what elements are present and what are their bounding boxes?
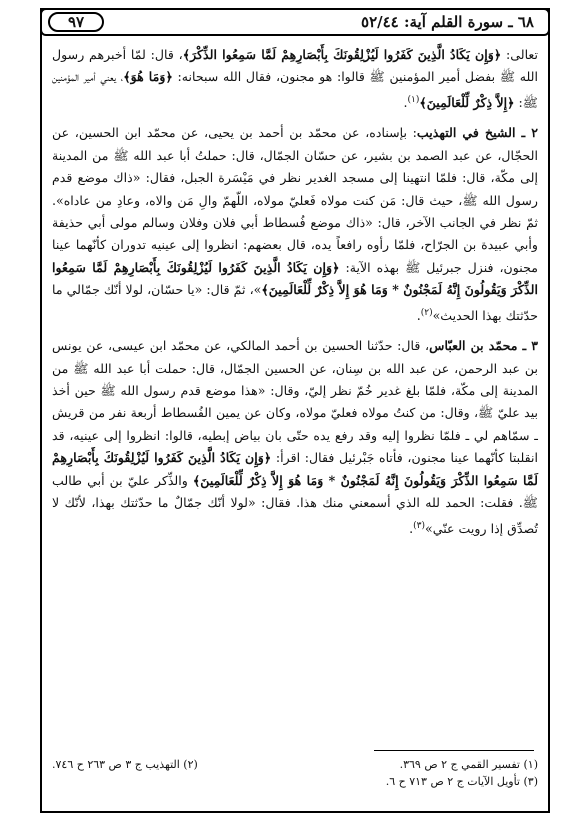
footnote-2: (٢) التهذيب ج ٣ ص ٢٦٣ ح ٧٤٦.: [52, 758, 198, 771]
body-text: .: [403, 95, 408, 110]
body-text: ، قال: لمّا أخبرهم رسول الله ﷺ بفضل أمير المؤمنين ﷺ قالوا: هو مجنون، فقال الله سبحانه:: [52, 47, 538, 85]
quran-verse: ﴿إِلاَّ ذِكْرٌ لِّلْعَالَمِينَ﴾: [419, 95, 515, 110]
paragraph: [52, 44, 538, 114]
running-title: ٦٨ ـ سورة القلم آية: ٥٢/٤٤: [361, 13, 534, 31]
quran-verse: ﴿وَإِن يَكَادُ الَّذِينَ كَفَرُوا لَيُزْلِقُونَكَ بِأَبْصَارِهِمْ لَمَّا سَمِعُوا الذِّكْرَ﴾: [182, 47, 502, 62]
footnote-1: (١) تفسير القمي ج ٢ ص ٣٦٩.: [399, 758, 538, 771]
body-text: .: [416, 307, 421, 323]
body-text: والذِّكر عليّ بن أبي طالب ﷺ. فقلت: الحمد لله الذي أسمعني منك هذا. فقال: «لولا أنّك جمّالٌ ما حدّثتك بهذا، لأنّك لا تُصدِّق إذا رويت عنّي»: [52, 472, 538, 536]
footnote-separator: [374, 750, 534, 751]
body-text: : بإسناده، عن محمّد بن أحمد بن يحيى، عن محمّد ابن الحسين، عن الحجّال، عن عبد الصمد بن بشير، عن حسّان الجمّال، قال: حملتُ أبا عبد الله ﷺ من المدينة إلى مكّة، قال: فلمّا انتهينا إلى مسجد الغدير نظر في مَيْسَرة الجبل، فقال: «ذاك موضع قدم رسول الله ﷺ، حيث قال: مَن كنت مولاه فَعليّ مولاه، اللّهمّ والِ مَن والاه، وعادِ من عاداه». ثمّ نظر في الجانب الآخر، قال: «ذاك موضع فُسطاط أبي فلان وفلان وسالم مولى أبي حذيفة وأبي عبيدة بن الجرّاح، فلمّا رأوه رافعاً يده، قال بعضهم: انظروا إلى عينيه تدوران كأنّهما عينا مجنون، فنزل جبرئيل ﷺ بهذه الآية:: [52, 125, 538, 275]
body-text: تعالى:: [501, 47, 538, 62]
footnote-3: (٣) تأويل الآيات ج ٢ ص ٧١٣ ح ٦.: [385, 775, 538, 788]
body-text: ، يعني أمير المؤمنين ﷺ:: [52, 69, 538, 110]
page-header: [40, 8, 550, 36]
body-text: ، قال: حدّثنا الحسين بن أحمد المالكي، عن محمّد ابن عيسى، عن يونس بن عبد الرحمن، عن عبد الله بن سِنان، عن الحسين الجمّال، قال: حملت أبا عبد الله ﷺ من المدينة إلى مكّة، فلمّا بلغ غدير خُمّ نظر إليّ، وقال: «هذا موضع قدم رسول الله ﷺ حين أخذ بيد عليّ ﷺ، وقال: من كنتُ مولاه فعليّ مولاه، وكان عن يمين الفُسطاط أربعة نفر من قريش ـ سمّاهم لي ـ فلمّا نظروا إليه وقد رفع يده حتّى بان بياض إبطيه، قالوا: انظروا إلى عينيه، قد انقلبتا كأنّهما عينا مجنون، فأتاه جَبْرئيل فقال: اقرأ:: [52, 338, 538, 466]
quran-verse: ﴿وَإِن يَكَادُ الَّذِينَ كَفَرُوا لَيُزْلِقُونَكَ بِأَبْصَارِهِمْ لَمَّا سَمِعُوا الذِّكْرَ وَيَقُولُونَ إِنَّهُ لَمَجْنُونٌ * وَمَا هُوَ إِلاَّ ذِكْرٌ لِّلْعَالَمِينَ﴾: [52, 450, 538, 488]
narration-heading: ٢ ـ الشيخ في التهذيب: [416, 125, 538, 141]
footnote-marker: (٣): [413, 520, 426, 531]
narration-heading: ٣ ـ محمّد بن العبّاس: [429, 338, 539, 354]
paragraph: [52, 335, 538, 540]
main-text: [52, 44, 538, 540]
page-number: ٩٧: [48, 12, 104, 32]
book-page: [40, 8, 550, 813]
footnote-marker: (٢): [420, 307, 433, 318]
footnotes: [52, 756, 538, 790]
quran-verse: ﴿وَإِن يَكَادُ الَّذِينَ كَفَرُوا لَيُزْلِقُونَكَ بِأَبْصَارِهِمْ لَمَّا سَمِعُوا الذِّكْرَ وَيَقُولُونَ إِنَّهُ لَمَجْنُونٌ * وَمَا هُوَ إِلاَّ ذِكْرٌ لِّلْعَالَمِينَ﴾: [52, 259, 538, 298]
quran-verse: ﴿وَمَا هُوَ﴾: [123, 69, 173, 85]
paragraph: [52, 122, 538, 327]
body-text: »، ثمّ قال: «يا حسّان، لولا أنّك جمّالي ما حدّثتك بهذا الحديث»: [52, 282, 538, 323]
footnote-marker: (١): [407, 94, 420, 105]
body-text: .: [409, 520, 414, 536]
